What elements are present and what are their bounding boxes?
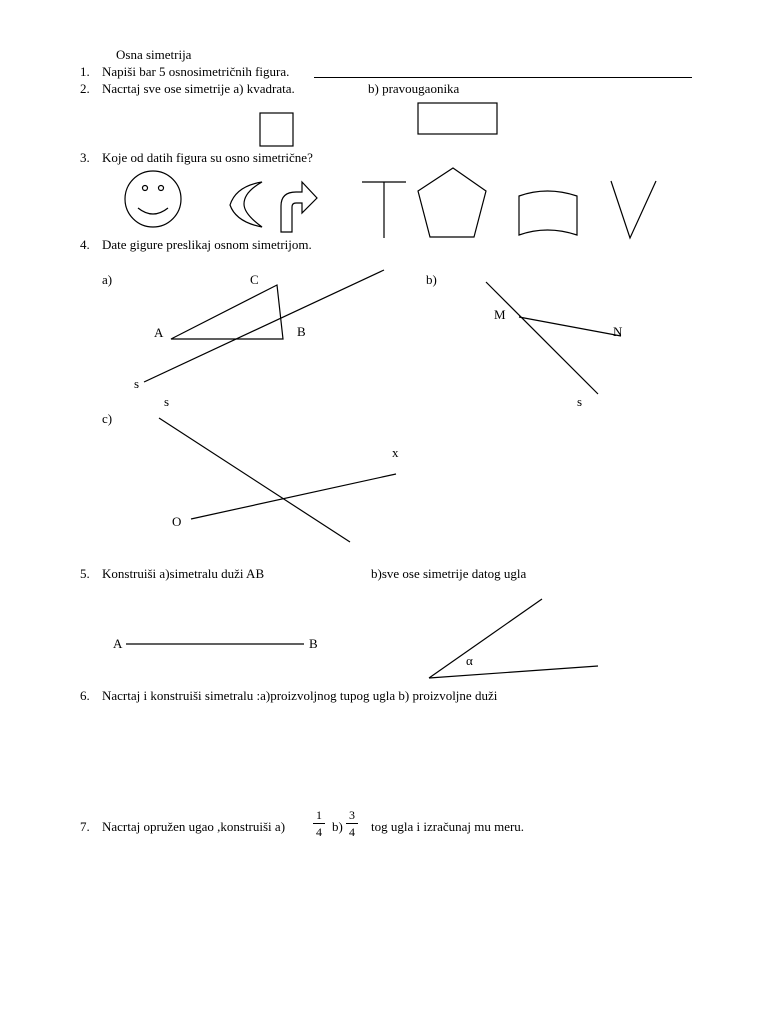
task-7-number: 7. [80,819,90,834]
task-5-number: 5. [80,566,90,581]
square-icon [260,113,293,146]
angle-alpha-label: α [466,653,473,668]
fraction-1-numerator: 1 [316,808,322,822]
point-a-label: A [154,325,164,340]
task-2-number: 2. [80,81,90,96]
task-4b-label: b) [426,272,437,287]
task-2-text: Nacrtaj sve ose simetrije a) kvadrata. [102,81,295,96]
task-6-text: Nacrtaj i konstruiši simetralu :a)proizvoljnog tupog ugla b) proizvoljne duži [102,688,498,703]
rectangle-icon [418,103,497,134]
crescent-icon [230,182,262,227]
page-title: Osna simetrija [116,47,192,62]
task-3-number: 3. [80,150,90,165]
v-shape-icon [611,181,656,238]
task-5-text: Konstruiši a)simetralu duži AB [102,566,265,581]
symmetry-axis-s-b [486,282,598,394]
task-7-text-before: Nacrtaj opružen ugao ,konstruiši a) [102,819,286,834]
task-7-text-after: tog ugla i izračunaj mu meru. [371,819,525,834]
axis-s-label: s [134,376,140,391]
flag-icon [519,191,577,235]
task-4c-label: c) [102,411,113,426]
point-c-label: C [250,272,259,287]
point-o-label: O [172,514,182,529]
task-4a-label: a) [102,272,113,287]
task-4-number: 4. [80,237,90,252]
fraction-2-numerator: 3 [349,808,355,822]
task-6-number: 6. [80,688,90,703]
point-b-label: B [297,324,306,339]
task-3-text: Koje od datih figura su osno simetrične? [102,150,313,165]
segment-ox [191,474,396,519]
pentagon-icon [418,168,486,237]
fraction-1-denominator: 4 [316,825,322,839]
task-4-text: Date gigure preslikaj osnom simetrijom. [102,237,312,252]
task-5-part-b: b)sve ose simetrije datog ugla [371,566,527,581]
point-n-label: N [613,324,623,339]
task-1-number: 1. [80,64,90,79]
segment-b-label: B [309,636,318,651]
segment-a-label: A [113,636,123,651]
point-x-label: x [392,445,399,460]
fraction-2-denominator: 4 [349,825,355,839]
task-2-part-b: b) pravougaonika [368,81,460,96]
task-1-text: Napiši bar 5 osnosimetričnih figura. [102,64,290,79]
curved-arrow-icon [281,182,317,232]
segment-mn [519,317,623,339]
axis-s-label-b: s [577,394,583,409]
t-shape-icon [362,182,406,238]
symmetry-line-c [159,418,350,542]
point-m-label: M [494,307,506,322]
axis-s-label-2: s [164,394,170,409]
symmetry-axis-s-a [144,270,384,382]
task-7-mid: b) [332,819,343,834]
angle-alpha [429,599,598,678]
triangle-abc [171,285,283,339]
smiley-icon [125,171,181,227]
